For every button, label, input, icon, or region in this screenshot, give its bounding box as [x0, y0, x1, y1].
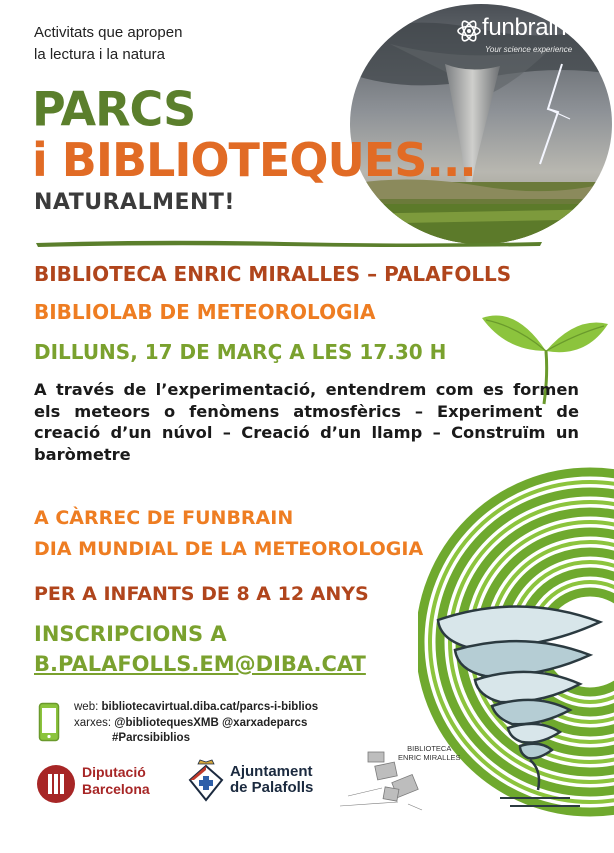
funbrain-tagline: Your science experience — [485, 45, 573, 54]
registration-label: INSCRIPCIONS A — [34, 622, 227, 646]
activity-heading: BIBLIOLAB DE METEOROLOGIA — [34, 300, 376, 324]
diputacio-logo-text — [82, 764, 150, 798]
funbrain-name: funbrain — [482, 14, 567, 41]
ajuntament-logo-text — [230, 764, 313, 796]
organizer-heading: A CÀRREC DE FUNBRAIN — [34, 507, 294, 529]
hashtag-line — [74, 731, 318, 747]
social-line — [74, 716, 318, 732]
ajuntament-line-1: Ajuntament — [230, 763, 313, 780]
biblioteca-line-1: BIBLIOTECA — [407, 744, 452, 753]
intro-line-2: la lectura i la natura — [34, 46, 165, 63]
diputacio-line-1: Diputació — [82, 764, 146, 780]
ajuntament-line-2: de Palafolls — [230, 779, 314, 796]
intro-text — [34, 22, 274, 66]
contact-info — [74, 700, 318, 747]
title-line-3: NATURALMENT! — [34, 190, 235, 215]
world-day-heading: DIA MUNDIAL DE LA METEOROLOGIA — [34, 538, 424, 560]
tornado-illustration-icon — [430, 600, 610, 825]
title-line-1: PARCS — [32, 81, 196, 137]
registration-email-link[interactable]: B.PALAFOLLS.EM@DIBA.CAT — [34, 652, 366, 676]
social-handles[interactable]: @bibliotequesXMB @xarxadeparcs — [114, 716, 308, 729]
web-label: web: — [74, 701, 99, 713]
ajuntament-shield-icon — [186, 758, 226, 809]
diputacio-logo-icon — [36, 764, 76, 809]
green-brush-divider — [34, 236, 544, 254]
date-heading: DILLUNS, 17 DE MARÇ A LES 17.30 H — [34, 340, 447, 364]
web-line — [74, 700, 318, 716]
title-line-2: i BIBLIOTEQUES... — [32, 133, 476, 187]
social-label: xarxes: — [74, 716, 112, 729]
intro-line-1: Activitats que apropen — [34, 24, 183, 41]
funbrain-atom-icon — [456, 18, 482, 49]
age-range-heading: PER A INFANTS DE 8 A 12 ANYS — [34, 583, 369, 605]
mobile-phone-icon — [38, 702, 60, 747]
activity-description: A través de l’experimentació, entendrem com es formen els meteors o fenòmens atmosfèrics – Experiment de creació d’un núvol – Creació d’un llamp – Construïm un baròmetre — [34, 380, 579, 464]
hashtag[interactable]: #Parcsibiblios — [112, 732, 190, 744]
diputacio-line-2: Barcelona — [82, 781, 150, 797]
biblioteca-line-2: ENRIC MIRALLES — [398, 753, 461, 762]
library-heading: BIBLIOTECA ENRIC MIRALLES – PALAFOLLS — [34, 262, 512, 286]
web-link[interactable]: bibliotecavirtual.diba.cat/parcs-i-biblios — [101, 701, 319, 713]
biblioteca-logo-text — [398, 744, 461, 762]
